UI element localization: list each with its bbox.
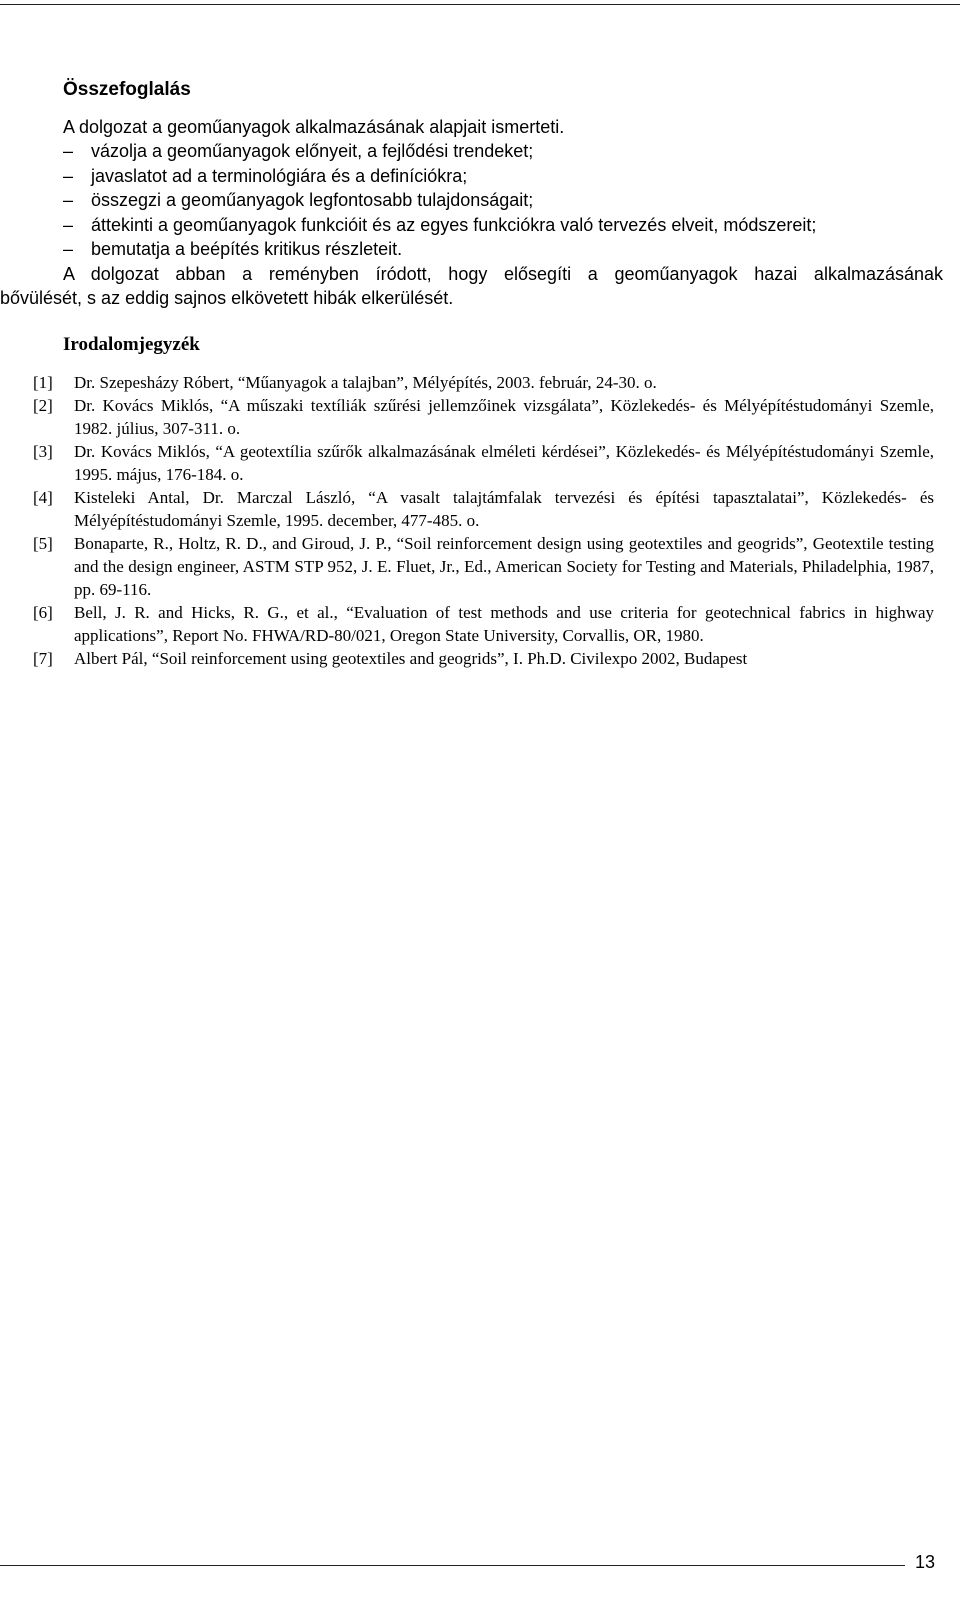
reference-number: [3] xyxy=(33,441,53,461)
page-content xyxy=(0,78,943,670)
dash-bullet: – xyxy=(63,141,74,161)
dash-bullet: – xyxy=(63,214,74,235)
dash-bullet: – xyxy=(63,165,74,186)
summary-heading: Összefoglalás xyxy=(63,79,191,100)
list-item-text: összegzi a geoműanyagok legfontosabb tulajdonságait; xyxy=(91,190,534,210)
reference-number: [7] xyxy=(33,648,53,668)
top-rule xyxy=(0,4,960,5)
list-item-text: bemutatja a beépítés kritikus részleteit. xyxy=(91,239,403,259)
page-number: 13 xyxy=(915,1552,936,1572)
reference-text: Dr. Kovács Miklós, “A geotextília szűrők alkalmazásának elméleti kérdései”, Közlekedés- és Mélyépítéstudományi Szemle, 1995. május, 176-184. o. xyxy=(74,441,934,484)
reference-number: [6] xyxy=(33,602,53,622)
reference-item xyxy=(33,601,934,647)
reference-text: Albert Pál, “Soil reinforcement using geotextiles and geogrids”, I. Ph.D. Civilexpo 2002, Budapest xyxy=(74,648,748,668)
closing-line-2: bővülését, s az eddig sajnos elkövetett hibák elkerülését. xyxy=(0,288,454,308)
reference-item xyxy=(33,440,934,486)
reference-number: [5] xyxy=(33,533,53,553)
list-item xyxy=(63,164,943,189)
reference-item xyxy=(33,394,934,440)
reference-number: [2] xyxy=(33,395,53,415)
reference-item xyxy=(33,647,934,670)
reference-text: Bell, J. R. and Hicks, R. G., et al., “Evaluation of test methods and use criteria for geotechnical fabrics in highway applications”, Report No. FHWA/RD-80/021, Oregon State University, Corvallis, OR, 1980. xyxy=(74,602,934,645)
reference-number: [1] xyxy=(33,372,53,392)
reference-number: [4] xyxy=(33,487,53,507)
list-item xyxy=(63,188,943,213)
footer-rule xyxy=(0,1565,905,1566)
list-item-text: áttekinti a geoműanyagok funkcióit és az egyes funkciókra való tervezés elveit, módszereit; xyxy=(91,214,817,235)
reference-text: Dr. Szepesházy Róbert, “Műanyagok a talajban”, Mélyépítés, 2003. február, 24-30. o. xyxy=(74,372,657,392)
list-item xyxy=(63,237,943,262)
references-heading: Irodalomjegyzék xyxy=(63,333,200,355)
reference-item xyxy=(33,371,934,394)
reference-item xyxy=(33,532,934,601)
reference-text: Dr. Kovács Miklós, “A műszaki textíliák szűrési jellemzőinek vizsgálata”, Közlekedés- és Mélyépítéstudományi Szemle, 1982. július, 307-311. o. xyxy=(74,395,934,438)
reference-text: Kisteleki Antal, Dr. Marczal László, “A vasalt talajtámfalak tervezési és építési tapasztalatai”, Közlekedés- és Mélyépítéstudományi Szemle, 1995. december, 477-485. o. xyxy=(74,487,934,530)
dash-bullet: – xyxy=(63,239,74,259)
summary-intro: A dolgozat a geoműanyagok alkalmazásának alapjait ismerteti. xyxy=(63,117,565,137)
dash-bullet: – xyxy=(63,190,74,210)
reference-item xyxy=(33,486,934,532)
references-list xyxy=(33,371,934,670)
closing-paragraph xyxy=(0,262,943,311)
reference-text: Bonaparte, R., Holtz, R. D., and Giroud, J. P., “Soil reinforcement design using geotextiles and geogrids”, Geotextile testing and the design engineer, ASTM STP 952, J. E. Fluet, Jr., Ed., American Society for Testing and Materials, Philadelphia, 1987, pp. 69-116. xyxy=(74,533,934,599)
list-item xyxy=(63,213,943,238)
list-item-text: vázolja a geoműanyagok előnyeit, a fejlődési trendeket; xyxy=(91,141,534,161)
summary-list xyxy=(63,139,943,262)
list-item xyxy=(63,139,943,164)
list-item-text: javaslatot ad a terminológiára és a definíciókra; xyxy=(91,165,468,186)
closing-line-1: A dolgozat abban a reményben íródott, hogy elősegíti a geoműanyagok hazai alkalmazásának xyxy=(63,263,943,284)
